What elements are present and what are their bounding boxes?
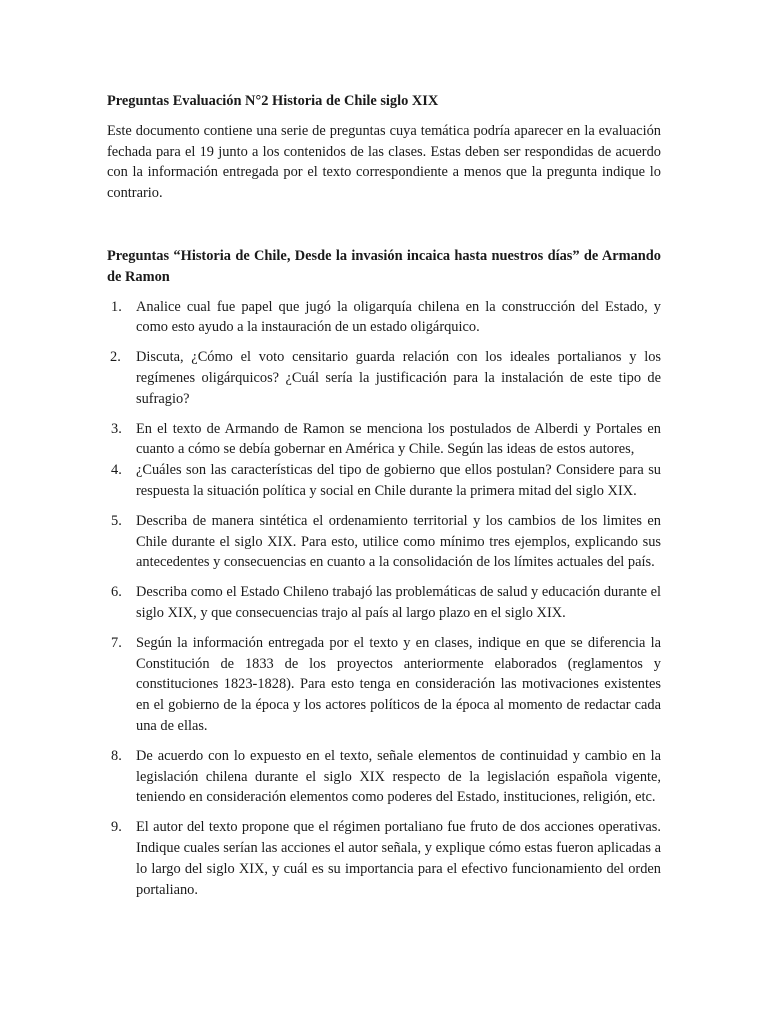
question-text: De acuerdo con lo expuesto en el texto, señale elementos de continuidad y cambio en la legislación chilena durante el siglo XIX respecto de la legislación española vigente, teniendo en consideración elementos como poderes del Estado, instituciones, religión, etc. xyxy=(136,747,661,806)
question-number: 3. xyxy=(111,420,122,437)
question-text: En el texto de Armando de Ramon se menciona los postulados de Alberdi y Portales en cuanto a cómo se debía gobernar en América y Chile. Según las ideas de estos autores, xyxy=(136,420,661,458)
question-number: 8. xyxy=(111,747,122,764)
question-item xyxy=(107,746,661,808)
question-item xyxy=(107,582,661,624)
question-text: Analice cual fue papel que jugó la oligarquía chilena en la construcción del Estado, y como esto ayudo a la instauración de un estado oligárquico. xyxy=(136,298,661,336)
question-number: 7. xyxy=(111,634,122,651)
question-number: 9. xyxy=(111,819,122,836)
question-text: Discuta, ¿Cómo el voto censitario guarda relación con los ideales portalianos y los regímenes oligárquicos? ¿Cuál sería la justificación para la instalación de este tipo de sufragio? xyxy=(136,349,661,407)
question-item xyxy=(107,633,661,737)
question-item xyxy=(107,460,661,502)
question-text: ¿Cuáles son las características del tipo de gobierno que ellos postulan? Considere para su respuesta la situación política y social en Chile durante la primera mitad del siglo XIX. xyxy=(136,462,661,499)
question-text: El autor del texto propone que el régimen portaliano fue fruto de dos acciones operativas. Indique cuales serían las acciones el autor señala, y explique cómo estas fueron aplicadas a lo largo del siglo XIX, y cuál es su importancia para el efectivo funcionamiento del orden portaliano. xyxy=(136,819,661,898)
intro-paragraph: Este documento contiene una serie de preguntas cuya temática podría aparecer en la evaluación fechada para el 19 junto a los contenidos de las clases. Estas deben ser respondidas de acuerdo con la información entregada por el texto correspondiente a menos que la pregunta indique lo contrario. xyxy=(107,122,661,202)
question-number: 2. xyxy=(110,349,121,366)
question-item xyxy=(107,511,661,573)
question-item xyxy=(107,347,661,409)
document-page xyxy=(107,91,661,909)
question-text: Según la información entregada por el texto y en clases, indique en que se diferencia la Constitución de 1833 de los proyectos anteriormente elaborados (reglamentos y constituciones 1823-1828). Para esto tenga en consideración las motivaciones existentes en el gobierno de la época y los actores políticos de la época al momento de redactar cada una de ellas. xyxy=(136,634,661,734)
question-text: Describa como el Estado Chileno trabajó las problemáticas de salud y educación durante el siglo XIX, y que consecuencias trajo al país al largo plazo en el siglo XIX. xyxy=(136,584,661,621)
question-list xyxy=(107,297,661,901)
question-number: 1. xyxy=(111,298,122,315)
section-title: Preguntas “Historia de Chile, Desde la invasión incaica hasta nuestros días” de Armando de Ramon xyxy=(107,247,661,285)
question-item xyxy=(107,419,661,461)
question-item xyxy=(107,817,661,900)
question-number: 6. xyxy=(111,584,122,601)
question-item xyxy=(107,297,661,339)
question-text: Describa de manera sintética el ordenamiento territorial y los cambios de los limites en Chile durante el siglo XIX. Para esto, utilice como mínimo tres ejemplos, explicando sus antecedentes y consecuencias en cuanto a la consolidación de los límites actuales del país. xyxy=(136,512,661,571)
question-number: 4. xyxy=(111,462,122,479)
question-number: 5. xyxy=(111,512,122,529)
document-title: Preguntas Evaluación N°2 Historia de Chile siglo XIX xyxy=(107,93,439,109)
